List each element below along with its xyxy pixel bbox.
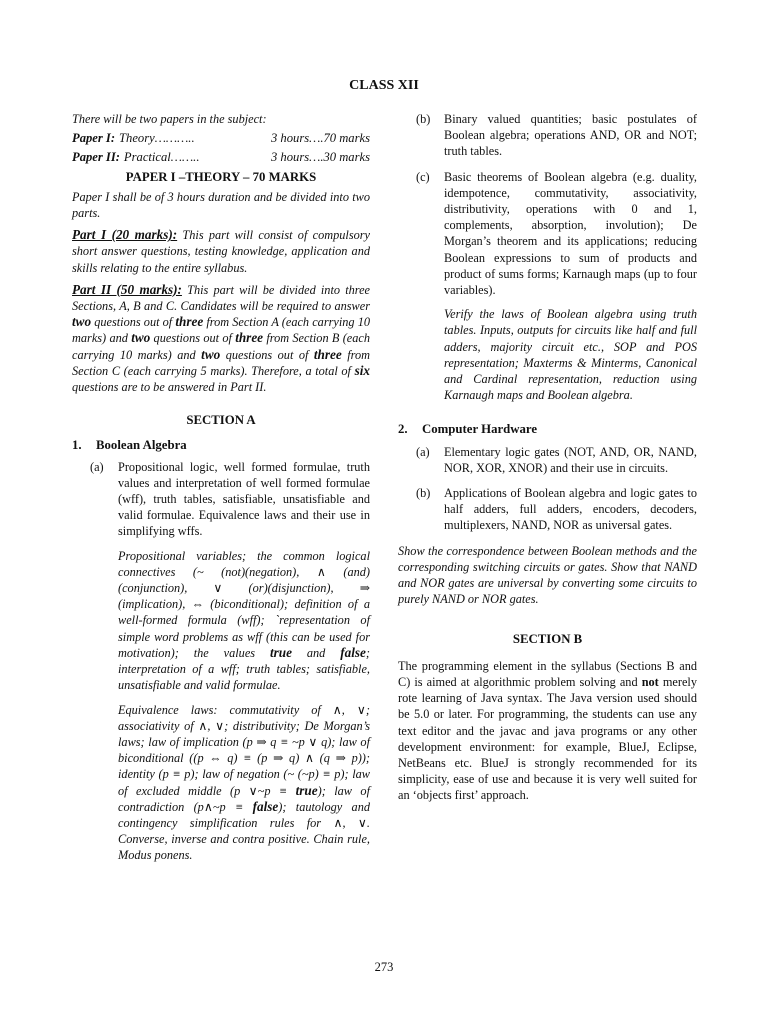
item-c-label: (c)	[416, 169, 430, 184]
emphasis-word: two	[72, 314, 92, 330]
emphasis-word: false	[252, 798, 279, 814]
item-b-label: (b)	[416, 112, 431, 126]
paper-description: Paper I shall be of 3 hours duration and be divided into two parts.	[72, 189, 370, 221]
emphasis-word: true	[295, 782, 318, 798]
paper2-duration: 3 hours….30 marks	[270, 150, 370, 165]
emphasis-word: true	[269, 644, 292, 660]
note-text: and	[291, 645, 341, 660]
note-text: ; interpretation of a wff; truth tables; satisfiable, unsatisfiable and valid formulae.	[118, 645, 370, 693]
part1-label: Part I (20 marks):	[72, 227, 178, 243]
hw-b-text: Applications of Boolean algebra and logic gates to half adders, full adders, encoders, decoders, multiplexers, NAND, NOR as universal gates.	[444, 486, 697, 533]
item-a-label: (a)	[90, 459, 104, 474]
paper2-row	[72, 149, 370, 165]
emphasis-word: two	[131, 330, 151, 346]
paper1-duration: 3 hours….70 marks	[270, 131, 370, 146]
part2-text: questions out of	[91, 315, 176, 330]
paper2-label: Paper II:	[72, 150, 120, 165]
paper1-label: Paper I:	[72, 131, 116, 146]
part2-text: questions out of	[150, 331, 236, 346]
right-column	[398, 111, 697, 804]
boolean-item-a	[90, 459, 370, 540]
section-b-text: The programming element in the syllabus (Sections B and C) is aimed at algorithmic problem solving and	[398, 658, 697, 689]
part2-text: questions out of	[220, 347, 314, 362]
boolean-item-c	[416, 169, 697, 299]
paper1-row	[72, 130, 370, 146]
part2-label: Part II (50 marks):	[72, 281, 182, 297]
part1-text: This part will consist of compulsory short answer questions, testing knowledge, application and skills relating to the entire syllabus.	[72, 228, 371, 275]
part1-paragraph	[72, 227, 370, 276]
part2-text: from Section B (each carrying 10 marks) and	[72, 331, 371, 362]
paper2-name: Practical……..	[123, 150, 200, 165]
section-b-text: merely rote learning of Java syntax. The Java version used should be 5.0 or later. For programming, the students can use any text editor and the javac and java programs or any other development environment: for example, BlueJ, Eclipse, NetBeans etc. BlueJ is strongly recommended for its simplicity, ease of use and because it is very well suited for an ‘objects first’ approach.	[398, 674, 697, 803]
note-text: Propositional variables; the common logical connectives (~ (not)(negation), ∧ (and)(conjunction), ∨ (or)(disjunction), ⇒ (implication), ⇔ (biconditional); definition of a well-formed formula (wff); `representation of simple word problems as wff (this can be used for motivation); the values	[118, 548, 370, 660]
part2-text: questions are to be answered in Part II.	[72, 380, 267, 395]
paper-heading: PAPER I –THEORY – 70 MARKS	[125, 169, 317, 184]
hardware-item-a	[416, 444, 697, 476]
boolean-item-b	[416, 111, 697, 160]
item-b-text: Binary valued quantities; basic postulates of Boolean algebra; operations AND, OR and NOT; truth tables.	[444, 112, 697, 159]
hw-a-label: (a)	[416, 444, 430, 459]
hw-a-text: Elementary logic gates (NOT, AND, OR, NAND, NOR, XOR, XNOR) and their use in circuits.	[444, 444, 697, 475]
paper1-name: Theory………..	[119, 131, 195, 146]
hw-b-label: (b)	[416, 486, 431, 501]
correspondence-note: Show the correspondence between Boolean methods and the corresponding switching circuits or gates. Show that NAND and NOR gates are universal by converting some circuits to purely NAND or NOR gates.	[398, 543, 697, 607]
topic2-title: Computer Hardware	[422, 422, 538, 437]
note-text: ); tautology and contingency simplification rules for ∧, ∨. Converse, inverse and contra positive. Chain rule, Modus ponens.	[118, 799, 371, 863]
topic1-number: 1.	[72, 438, 82, 453]
topic2-heading	[398, 421, 697, 437]
left-column	[72, 111, 370, 864]
equivalence-note	[118, 702, 370, 864]
part2-text: from Section A (each carrying 10 marks) and	[72, 315, 370, 346]
topic2-number: 2.	[398, 422, 408, 437]
emphasis-word: false	[340, 644, 366, 660]
section-a-heading: SECTION A	[186, 413, 256, 428]
emphasis-word: two	[201, 346, 221, 362]
note-text: ); law of contradiction (p∧~p ≡	[118, 783, 371, 814]
part2-text: from Section C (each carrying 5 marks). Therefore, a total of	[72, 347, 370, 378]
part2-text: This part will be divided into three Sections, A, B and C. Candidates will be required to answer	[72, 282, 370, 314]
item-a-text: Propositional logic, well formed formulae, truth values and interpretation of well formed formulae (wff), truth tables, satisfiable, unsatisfiable and valid formulae. Equivalence laws and their use in simplifying wffs.	[118, 459, 370, 539]
section-b-paragraph	[398, 658, 697, 804]
emphasis-word: three	[175, 314, 204, 330]
emphasis-word: three	[313, 346, 342, 362]
hardware-item-b	[416, 485, 697, 534]
page-number: 273	[374, 960, 394, 974]
note-text: Equivalence laws: commutativity of ∧, ∨; associativity of ∧, ∨; distributivity; De Morgan’s laws; law of implication (p ⇒ q ≡ ~p ∨ q); law of biconditional ((p ⇔ q) ≡ (p ⇒ q) ∧ (q ⇒ p)); identity (p ≡ p); law of negation (~ (~p) ≡ p); law of excluded middle (p ∨~p ≡	[118, 702, 370, 798]
page-title: CLASS XII	[349, 78, 419, 93]
part2-paragraph	[72, 282, 370, 395]
emphasis-word: six	[354, 362, 370, 378]
propositional-note	[118, 548, 370, 694]
topic1-title: Boolean Algebra	[96, 438, 187, 453]
topic1-heading	[72, 437, 370, 453]
intro-text: There will be two papers in the subject:	[72, 112, 267, 126]
emphasis-word: not	[641, 674, 659, 689]
section-b-heading: SECTION B	[512, 632, 583, 647]
emphasis-word: three	[235, 330, 264, 346]
item-c-text: Basic theorems of Boolean algebra (e.g. duality, idempotence, commutativity, associativity, distributivity, operations with 0 and 1, complements, absorption, involution); De Morgan’s theorem and its applications; reducing Boolean expressions to sum of products and product of sums forms; Karnaugh maps (up to four variables).	[444, 169, 697, 298]
verify-laws-note: Verify the laws of Boolean algebra using truth tables. Inputs, outputs for circuits like half and full adders, majority circuit etc., SOP and POS representation; Maxterms & Minterms, Canonical and Cardinal representation, reduction using Karnaugh maps and Boolean algebra.	[444, 307, 697, 403]
